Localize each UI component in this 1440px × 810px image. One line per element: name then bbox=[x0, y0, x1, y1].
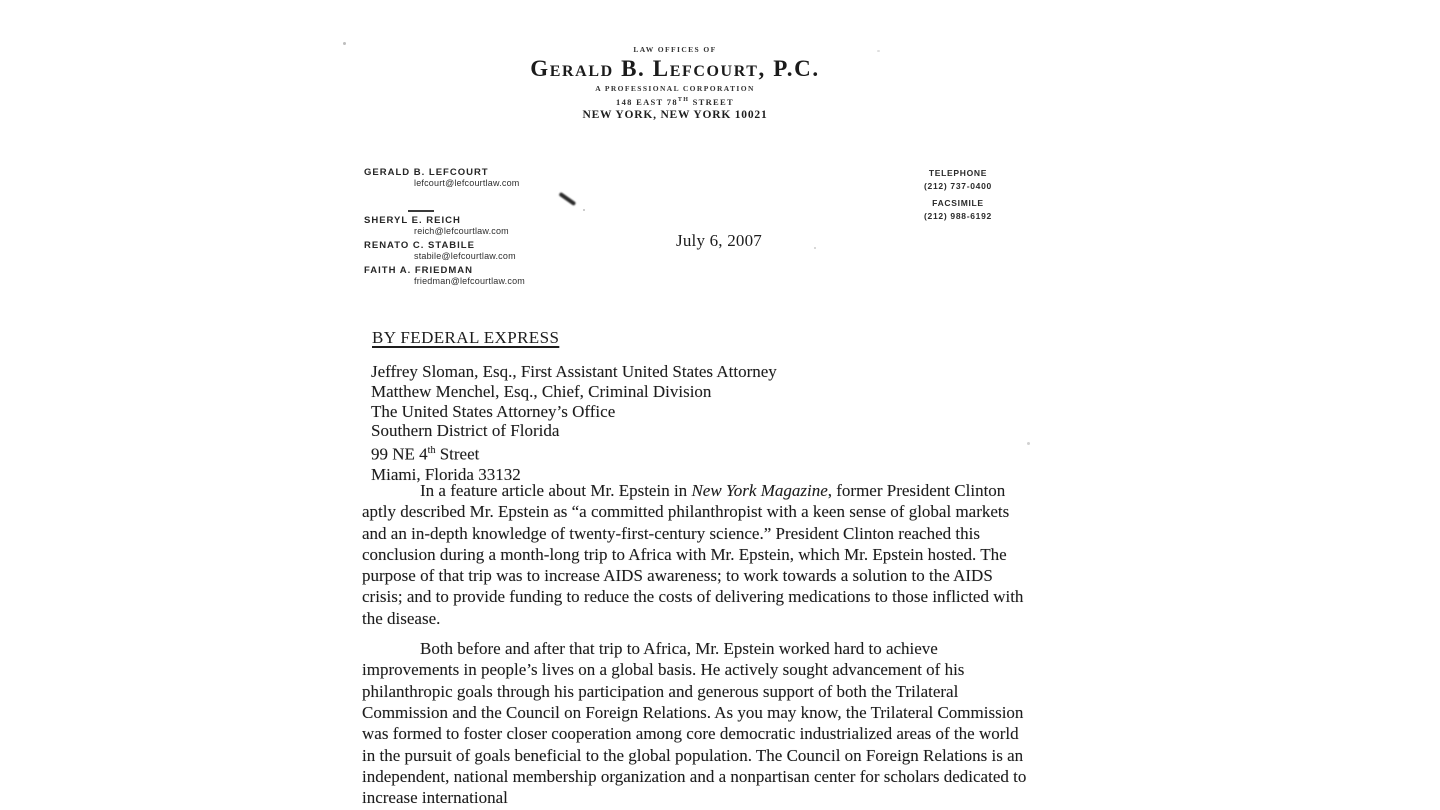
recipient-line: 99 NE 4th Street bbox=[371, 444, 480, 464]
letter-date: July 6, 2007 bbox=[676, 231, 762, 250]
contact-block bbox=[903, 167, 1013, 222]
attorney-entry bbox=[364, 265, 584, 287]
street-address: 148 EAST 78TH STREET bbox=[616, 97, 734, 107]
attorney-email: lefcourt@lefcourtlaw.com bbox=[414, 178, 520, 188]
letter-body bbox=[362, 480, 1032, 808]
facsimile-number: (212) 988-6192 bbox=[924, 210, 992, 221]
attorney-entry bbox=[364, 167, 584, 189]
paragraph-1: In a feature article about Mr. Epstein in New York Magazine, former President Clinton aptly described Mr. Epstein as “a committed philanthropist with a keen sense of global markets and an in-depth knowledge of twenty-first-century science.” President Clinton reached this conclusion during a month-long trip to Africa with Mr. Epstein, which Mr. Epstein hosted. The purpose of that trip was to increase AIDS awareness; to work towards a solution to the AIDS crisis; and to provide funding to reduce the costs of delivering medications to those inflicted with the disease. bbox=[362, 481, 1024, 628]
attorney-list bbox=[364, 167, 584, 287]
attorney-email: friedman@lefcourtlaw.com bbox=[414, 276, 525, 286]
letterhead bbox=[460, 45, 890, 121]
attorney-entry bbox=[364, 240, 584, 262]
recipient-line: The United States Attorney’s Office bbox=[371, 401, 616, 421]
recipient-line: Matthew Menchel, Esq., Chief, Criminal Division bbox=[371, 381, 712, 401]
attorney-name: SHERYL E. REICH bbox=[364, 215, 461, 226]
office-line: LAW OFFICES OF bbox=[633, 45, 717, 54]
delivery-method: BY FEDERAL EXPRESS bbox=[372, 328, 560, 347]
recipient-line: Southern District of Florida bbox=[371, 421, 560, 441]
attorney-entry bbox=[364, 215, 584, 237]
attorney-email: reich@lefcourtlaw.com bbox=[414, 226, 509, 236]
scan-speck bbox=[877, 50, 880, 52]
attorney-name: FAITH A. FRIEDMAN bbox=[364, 265, 474, 276]
scan-speck bbox=[1027, 442, 1030, 445]
recipient-line: Jeffrey Sloman, Esq., First Assistant United States Attorney bbox=[371, 362, 777, 381]
telephone-number: (212) 737-0400 bbox=[924, 180, 992, 191]
paragraph-2: Both before and after that trip to Africa, Mr. Epstein worked hard to achieve improvements in people’s lives on a global basis. He actively sought advancement of his philanthropic goals through his participation and generous support of both the Trilateral Commission and the Council on Foreign Relations. As you may know, the Trilateral Commission was formed to foster closer cooperation among core democratic industrialized areas of the world in the pursuit of goals beneficial to the global population. The Council on Foreign Relations is an independent, national membership organization and a nonpartisan center for scholars dedicated to increase international bbox=[362, 639, 1027, 808]
attorney-name: RENATO C. STABILE bbox=[364, 240, 475, 251]
telephone-label: TELEPHONE bbox=[928, 168, 988, 178]
firm-name: Gerald B. Lefcourt, P.C. bbox=[530, 56, 820, 81]
recipient-line: Miami, Florida 33132 bbox=[371, 464, 521, 484]
corporation-line: A PROFESSIONAL CORPORATION bbox=[595, 84, 755, 93]
scan-speck bbox=[583, 209, 585, 211]
letterhead-divider-dash bbox=[408, 210, 434, 212]
facsimile-label: FACSIMILE bbox=[932, 198, 984, 208]
city-line: NEW YORK, NEW YORK 10021 bbox=[582, 109, 768, 121]
scan-speck bbox=[814, 247, 816, 249]
attorney-name: GERALD B. LEFCOURT bbox=[364, 167, 489, 178]
scan-speck bbox=[343, 42, 346, 45]
recipient-address-block bbox=[371, 362, 777, 484]
attorney-email: stabile@lefcourtlaw.com bbox=[414, 251, 516, 261]
